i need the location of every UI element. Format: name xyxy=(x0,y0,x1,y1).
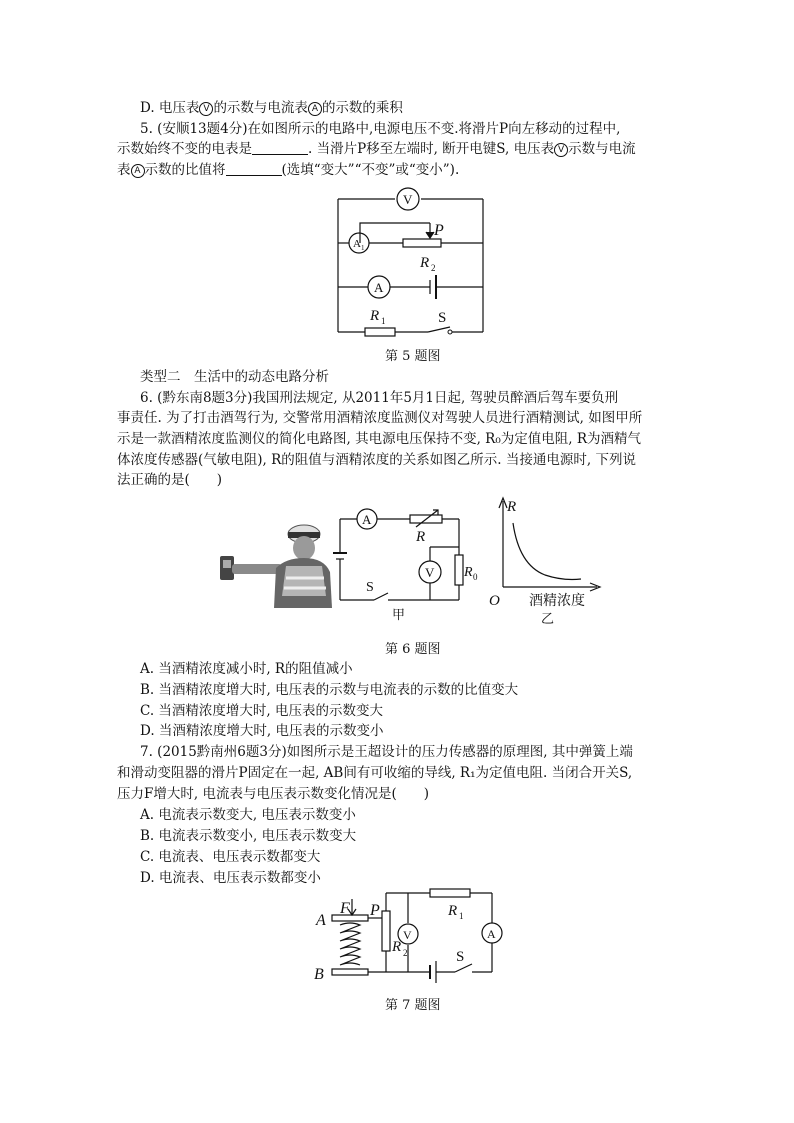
label-r1-sub: 1 xyxy=(381,316,386,326)
ammeter-symbol: A xyxy=(308,102,322,116)
q7-pressure-sensor-diagram xyxy=(310,885,520,985)
q6-resistance-graph xyxy=(485,493,615,626)
label-r1-sub: 1 xyxy=(459,911,464,921)
graph-label-r: R xyxy=(507,499,517,515)
answer-blank[interactable] xyxy=(252,140,308,155)
label-jia: 甲 xyxy=(392,607,406,622)
q5-line-1: 5. (安顺13题4分)在如图所示的电路中,电源电压不变.将滑片P向左移动的过程中, xyxy=(140,121,621,137)
label-r: R xyxy=(416,529,426,545)
section-title: 类型二 生活中的动态电路分析 xyxy=(140,369,329,385)
label-a1: A xyxy=(353,238,361,250)
q6-circuit-diagram xyxy=(330,505,478,622)
label-r2: R xyxy=(392,939,402,955)
label-r1: R xyxy=(448,903,458,919)
ammeter-symbol: A xyxy=(131,164,145,178)
label-r2-sub: 2 xyxy=(403,948,408,958)
voltmeter-symbol: V xyxy=(554,143,568,157)
label-r2: R xyxy=(420,255,430,271)
q5-circuit-diagram xyxy=(330,186,490,336)
label-r0: R xyxy=(464,565,473,580)
q7-option-b: B. 电流表示数变小, 电压表示数变大 xyxy=(140,828,357,844)
label-v: V xyxy=(403,192,413,207)
label-a-point: A xyxy=(316,912,326,929)
label-p: P xyxy=(434,222,444,239)
label-r2-sub: 2 xyxy=(431,263,436,273)
q6-option-b: B. 当酒精浓度增大时, 电压表的示数与电流表的示数的比值变大 xyxy=(140,682,519,698)
q6-option-d: D. 当酒精浓度增大时, 电压表的示数变小 xyxy=(140,723,384,739)
q6-option-a: A. 当酒精浓度减小时, R的阻值减小 xyxy=(140,661,353,677)
q6-line-1: 6. (黔东南8题3分)我国刑法规定, 从2011年5月1日起, 驾驶员醉酒后驾车要负刑 xyxy=(140,390,619,406)
q7-caption: 第 7 题图 xyxy=(385,998,441,1013)
label-s: S xyxy=(456,949,465,965)
label-a1-sub: 1 xyxy=(361,244,365,252)
q6-line-2: 事责任. 为了打击酒驾行为, 交警常用酒精浓度监测仪对驾驶人员进行酒精测试, 如图甲所 xyxy=(117,410,643,426)
q5-line-3: 表 A 示数的比值将 (选填“变大”“不变”或“变小”). xyxy=(117,162,460,178)
graph-x-label: 酒精浓度 xyxy=(529,594,585,609)
label-a: A xyxy=(374,280,384,295)
q7-option-c: C. 电流表、电压表示数都变大 xyxy=(140,849,321,865)
graph-origin: O xyxy=(489,593,500,609)
label-f: F xyxy=(340,900,350,917)
graph-label-yi: 乙 xyxy=(541,611,555,626)
label-ammeter: A xyxy=(487,927,496,941)
q6-line-5: 法正确的是( ) xyxy=(117,472,223,488)
q4-option-d: D. 电压表 V 的示数与电流表 A 的示数的乘积 xyxy=(140,100,403,116)
q7-line-2: 和滑动变阻器的滑片P固定在一起, AB间有可收缩的导线, R₁为定值电阻. 当闭合开关S, xyxy=(117,765,633,781)
label-s: S xyxy=(438,310,447,326)
answer-blank[interactable] xyxy=(226,161,282,176)
q7-option-a: A. 电流表示数变大, 电压表示数变小 xyxy=(140,807,356,823)
q6-caption: 第 6 题图 xyxy=(385,642,441,657)
q5-caption: 第 5 题图 xyxy=(385,349,441,364)
q6-option-c: C. 当酒精浓度增大时, 电压表的示数变大 xyxy=(140,703,384,719)
q7-line-3: 压力F增大时, 电流表与电压表示数变化情况是( ) xyxy=(117,786,429,802)
q7-line-1: 7. (2015黔南州6题3分)如图所示是王超设计的压力传感器的原理图, 其中弹簧上端 xyxy=(140,744,633,760)
q6-line-3: 示是一款酒精浓度监测仪的简化电路图, 其电源电压保持不变, R₀为定值电阻, R为酒精气 xyxy=(117,431,641,447)
label-r1: R xyxy=(370,308,380,324)
label-p: P xyxy=(370,902,380,919)
label-s: S xyxy=(366,580,374,595)
label-b-point: B xyxy=(314,966,324,983)
q5-line-2: 示数始终不变的电表是 . 当滑片P移至左端时, 断开电键S, 电压表 V 示数与电流 xyxy=(117,141,636,157)
q6-line-4: 体浓度传感器(气敏电阻), R的阻值与酒精浓度的关系如图乙所示. 当接通电源时, 下列说 xyxy=(117,452,636,468)
voltmeter-symbol: V xyxy=(199,102,213,116)
label-a: A xyxy=(362,512,372,527)
label-r0-sub: 0 xyxy=(473,572,478,582)
label-v: V xyxy=(425,565,435,580)
q7-option-d: D. 电流表、电压表示数都变小 xyxy=(140,870,321,886)
label-v: V xyxy=(403,928,412,942)
police-officer-photo xyxy=(216,516,334,608)
